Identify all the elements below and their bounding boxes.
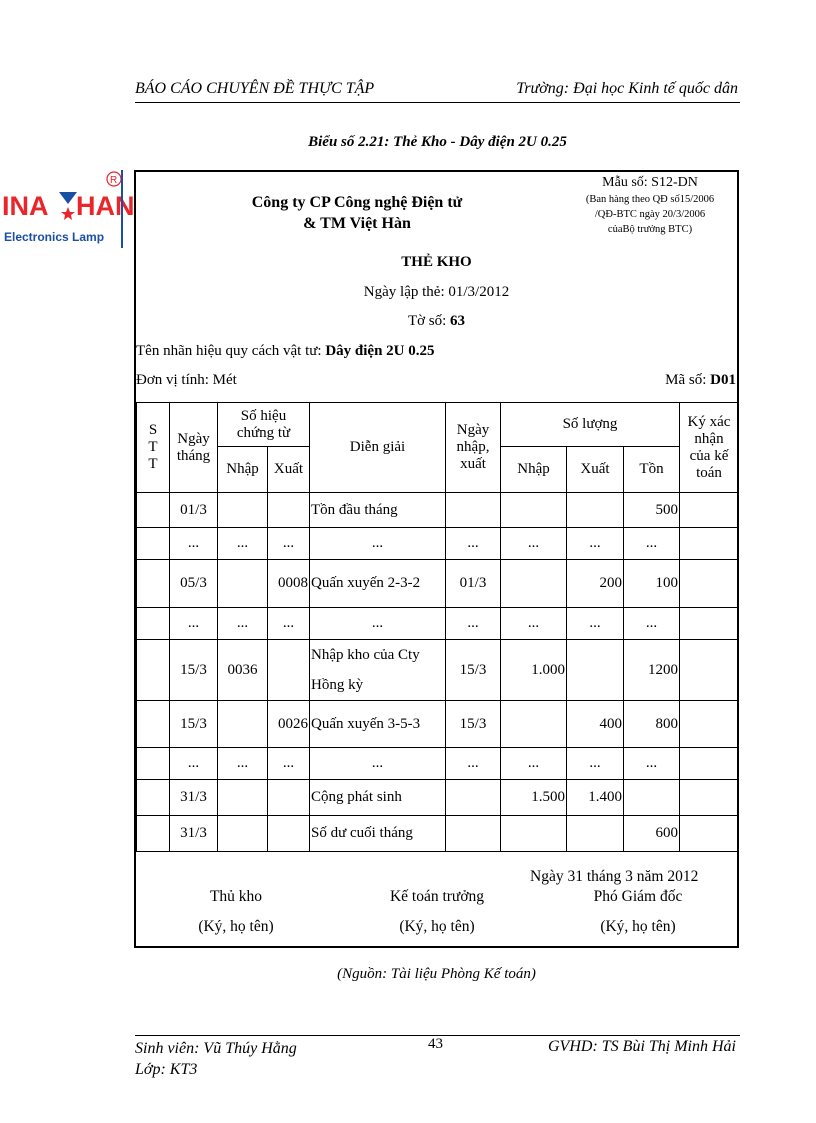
card-date: Ngày lập thẻ: 01/3/2012	[363, 284, 510, 300]
col-quantity: Số lượng	[501, 403, 680, 447]
footer-student: Sinh viên: Vũ Thúy Hằng Lớp: KT3	[135, 1040, 297, 1078]
signature-storekeeper: Thủ kho	[209, 888, 263, 905]
table-row: 15/3 0026 Quấn xuyến 3-5-3 15/3 400 800	[137, 701, 739, 748]
col-doc-number: Số hiệu chứng từ	[218, 403, 310, 447]
table-row: 31/3 Số dư cuối tháng 600	[137, 816, 739, 852]
signature-date: Ngày 31 tháng 3 năm 2012	[530, 868, 699, 885]
page-number: 43	[428, 1036, 443, 1052]
item-code: Mã số: D01	[665, 372, 736, 388]
col-qty-balance: Tồn	[624, 447, 680, 493]
header-right: Trường: Đại học Kinh tế quốc dân	[516, 80, 738, 97]
table-row: 31/3 Cộng phát sinh 1.500 1.400	[137, 780, 739, 816]
table-row: ... ... ... ... ... ... ... ...	[137, 608, 739, 640]
col-stt: S T T	[137, 403, 170, 493]
table-row: ... ... ... ... ... ... ... ...	[137, 528, 739, 560]
header-rule	[135, 102, 740, 103]
source-note: (Nguồn: Tài liệu Phòng Kế toán)	[337, 966, 536, 982]
col-description: Diễn giải	[310, 403, 446, 493]
logo-tagline: Electronics Lamp	[4, 230, 105, 244]
table-row: 01/3 Tồn đầu tháng 500	[137, 493, 739, 528]
unit-of-measure: Đơn vị tính: Mét	[136, 372, 237, 388]
form-number: Mẫu số: S12-DN	[602, 175, 698, 190]
table-row: 05/3 0008 Quấn xuyến 2-3-2 01/3 200 100	[137, 560, 739, 608]
figure-caption: Biểu số 2.21: Thẻ Kho - Dây điện 2U 0.25	[308, 134, 567, 150]
item-name: Tên nhãn hiệu quy cách vật tư: Dây điện 2U 0.25	[136, 343, 435, 359]
col-doc-in: Nhập	[218, 447, 268, 493]
signature-chief-accountant: Kế toán trưởng	[389, 888, 485, 905]
company-name: Công ty CP Công nghệ Điện tử & TM Việt Hàn	[251, 194, 463, 232]
col-qty-in: Nhập	[501, 447, 567, 493]
col-qty-out: Xuất	[567, 447, 624, 493]
logo-text-right: HAN	[76, 191, 135, 221]
footer-advisor: GVHD: TS Bùi Thị Minh Hải	[548, 1038, 736, 1055]
col-io-date: Ngày nhập, xuất	[446, 403, 501, 493]
form-regulation-note: (Ban hàng theo QĐ số15/2006 /QĐ-BTC ngày 20/3/2006 củaBộ trưởng BTC)	[585, 194, 715, 235]
signature-deputy-director: Phó Giám đốc	[593, 888, 683, 905]
logo-registered: R	[110, 175, 118, 186]
logo-text-left: INA	[2, 191, 49, 221]
signature-note: (Ký, họ tên)	[399, 918, 475, 935]
table-row: 15/3 0036 Nhập kho của Cty Hồng kỳ 15/3 1.000 1200	[137, 640, 739, 701]
signature-note: (Ký, họ tên)	[198, 918, 274, 935]
company-logo	[0, 170, 135, 248]
table-row: ... ... ... ... ... ... ... ...	[137, 748, 739, 780]
col-date: Ngày tháng	[170, 403, 218, 493]
col-accountant-sign: Ký xác nhận của kế toán	[680, 403, 739, 493]
header-left: BÁO CÁO CHUYÊN ĐỀ THỰC TẬP	[135, 80, 375, 97]
card-title: THẺ KHO	[401, 254, 472, 270]
stock-card-table	[136, 402, 739, 852]
signature-note: (Ký, họ tên)	[600, 918, 676, 935]
sheet-number: Tờ số: 63	[407, 313, 466, 329]
col-doc-out: Xuất	[268, 447, 310, 493]
